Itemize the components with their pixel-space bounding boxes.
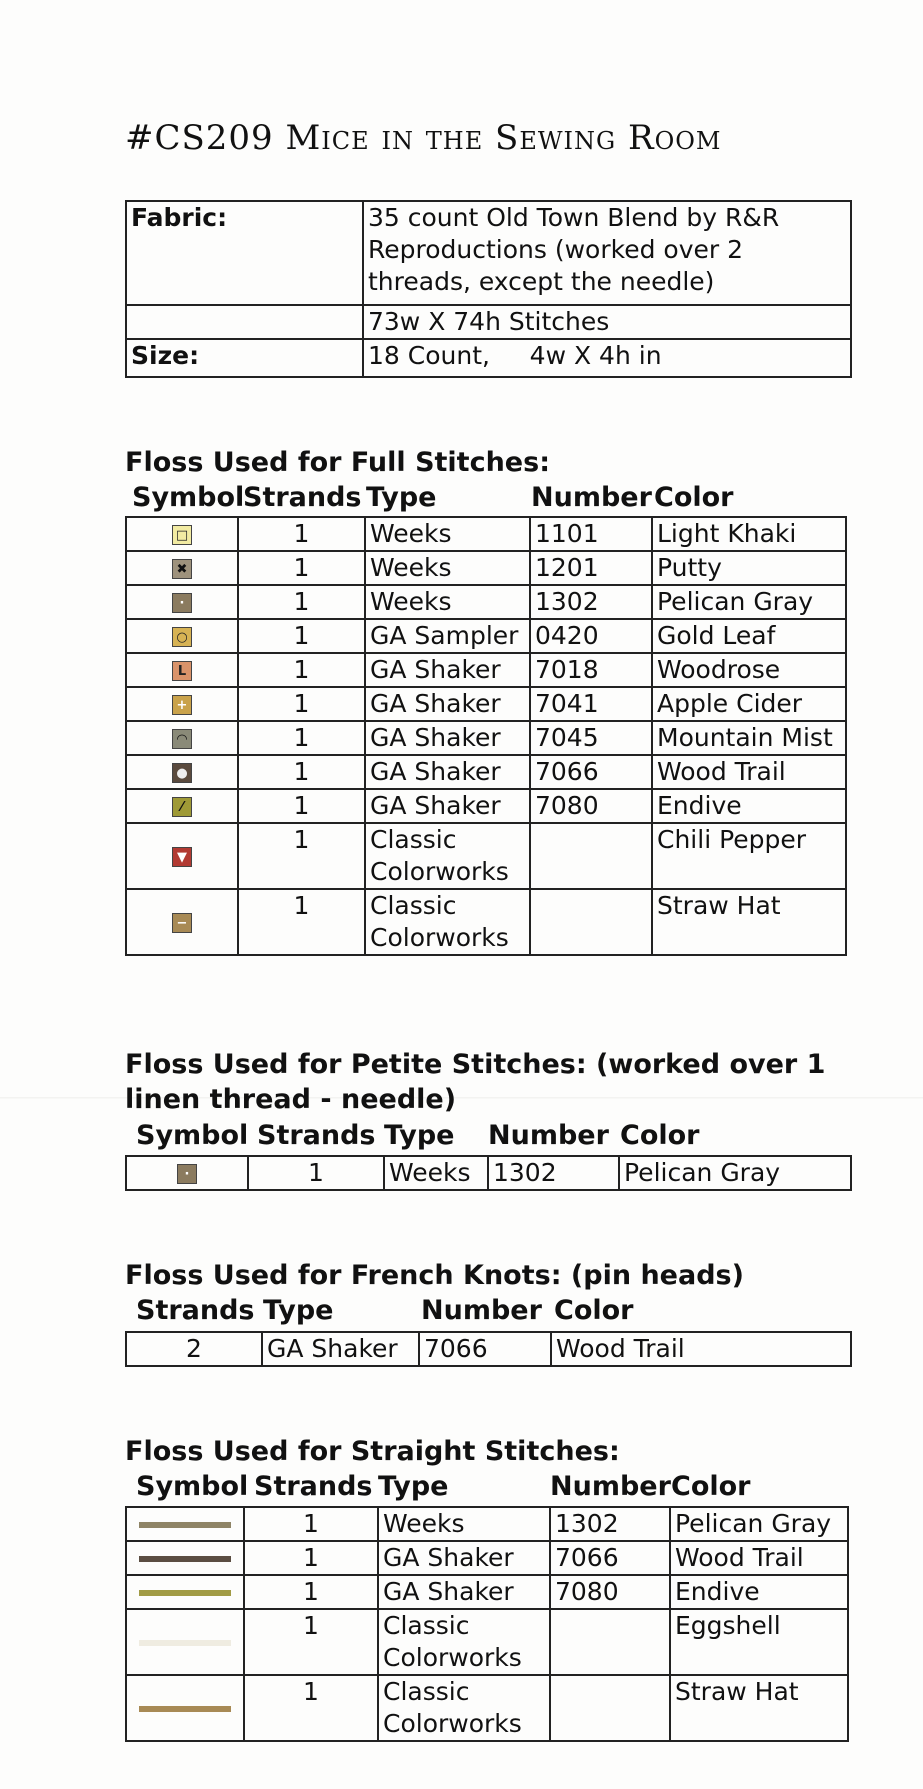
strands-cell: 1 bbox=[238, 789, 365, 823]
color-cell: Putty bbox=[652, 551, 846, 585]
dot-symbol-icon bbox=[172, 593, 192, 613]
symbol-cell bbox=[126, 823, 238, 889]
symbol-glyph: − bbox=[176, 915, 188, 931]
type-cell: Classic Colorworks bbox=[378, 1609, 550, 1675]
x-symbol-icon bbox=[172, 559, 192, 579]
straight-col-strands: Strands bbox=[254, 1471, 373, 1502]
number-cell: 7080 bbox=[550, 1575, 670, 1609]
table-row bbox=[126, 1332, 851, 1366]
type-cell: GA Shaker bbox=[378, 1575, 550, 1609]
table-row bbox=[126, 1675, 848, 1741]
full-col-number: Number bbox=[531, 482, 652, 513]
type-cell: Weeks bbox=[365, 585, 530, 619]
line-symbol-icon bbox=[139, 1640, 231, 1646]
type-cell: Classic Colorworks bbox=[378, 1675, 550, 1741]
number-cell bbox=[550, 1675, 670, 1741]
color-cell: Eggshell bbox=[670, 1609, 848, 1675]
table-row bbox=[126, 823, 846, 889]
fabric-info-table bbox=[125, 200, 852, 378]
petite-col-symbol: Symbol bbox=[136, 1120, 249, 1151]
type-cell: Weeks bbox=[378, 1507, 550, 1541]
table-row bbox=[126, 653, 846, 687]
color-cell: Endive bbox=[670, 1575, 848, 1609]
symbol-glyph: ▼ bbox=[177, 849, 187, 865]
strands-cell: 1 bbox=[238, 889, 365, 955]
half-circle-symbol-icon bbox=[172, 729, 192, 749]
type-cell: GA Shaker bbox=[365, 721, 530, 755]
french-col-strands: Strands bbox=[136, 1295, 255, 1326]
page-title: #CS209 Mice in the Sewing Room bbox=[125, 118, 722, 158]
number-cell: 7018 bbox=[530, 653, 652, 687]
french-col-number: Number bbox=[421, 1295, 542, 1326]
strands-cell: 1 bbox=[238, 517, 365, 551]
color-cell: Straw Hat bbox=[652, 889, 846, 955]
color-cell: Mountain Mist bbox=[652, 721, 846, 755]
dash-symbol-icon bbox=[172, 913, 192, 933]
color-cell: Chili Pepper bbox=[652, 823, 846, 889]
petite-col-strands: Strands bbox=[257, 1120, 376, 1151]
number-cell: 7066 bbox=[550, 1541, 670, 1575]
full-col-color: Color bbox=[654, 482, 734, 513]
table-row bbox=[126, 585, 846, 619]
number-cell: 0420 bbox=[530, 619, 652, 653]
straight-stitches-heading: Floss Used for Straight Stitches: bbox=[125, 1436, 620, 1467]
symbol-cell bbox=[126, 1675, 244, 1741]
number-cell: 1302 bbox=[530, 585, 652, 619]
line-symbol-icon bbox=[139, 1590, 231, 1596]
number-cell: 7066 bbox=[419, 1332, 551, 1366]
type-cell: Weeks bbox=[384, 1156, 488, 1190]
full-col-strands: Strands bbox=[243, 482, 362, 513]
triangle-down-symbol-icon bbox=[172, 847, 192, 867]
symbol-glyph: □ bbox=[175, 527, 189, 543]
petite-stitches-table bbox=[125, 1155, 852, 1191]
type-cell: Weeks bbox=[365, 551, 530, 585]
symbol-glyph: · bbox=[179, 595, 185, 611]
filled-circle-symbol-icon bbox=[172, 763, 192, 783]
number-cell: 7080 bbox=[530, 789, 652, 823]
number-cell: 1302 bbox=[488, 1156, 619, 1190]
slash-symbol-icon bbox=[172, 797, 192, 817]
symbol-cell bbox=[126, 585, 238, 619]
straight-col-type: Type bbox=[378, 1471, 449, 1502]
l-symbol-icon bbox=[172, 661, 192, 681]
full-stitches-heading: Floss Used for Full Stitches: bbox=[125, 447, 550, 478]
table-row bbox=[126, 551, 846, 585]
strands-cell: 1 bbox=[238, 721, 365, 755]
table-row bbox=[126, 517, 846, 551]
type-cell: GA Shaker bbox=[365, 789, 530, 823]
strands-cell: 1 bbox=[244, 1541, 378, 1575]
line-symbol-icon bbox=[139, 1522, 231, 1528]
symbol-cell bbox=[126, 789, 238, 823]
color-cell: Pelican Gray bbox=[619, 1156, 851, 1190]
symbol-cell bbox=[126, 1156, 248, 1190]
petite-col-type: Type bbox=[384, 1120, 455, 1151]
open-square-symbol-icon bbox=[172, 525, 192, 545]
line-symbol-icon bbox=[139, 1706, 231, 1712]
symbol-cell bbox=[126, 517, 238, 551]
number-cell: 1101 bbox=[530, 517, 652, 551]
table-row bbox=[126, 721, 846, 755]
full-stitches-table bbox=[125, 516, 847, 956]
straight-stitches-table bbox=[125, 1506, 849, 1742]
petite-stitches-heading: Floss Used for Petite Stitches: (worked over 1 bbox=[125, 1049, 826, 1080]
symbol-glyph: L bbox=[177, 663, 187, 679]
circle-symbol-icon bbox=[172, 627, 192, 647]
size-value: 18 Count, 4w X 4h in bbox=[363, 339, 851, 377]
type-cell: GA Shaker bbox=[262, 1332, 419, 1366]
color-cell: Wood Trail bbox=[652, 755, 846, 789]
symbol-cell bbox=[126, 1507, 244, 1541]
empty-cell bbox=[126, 305, 363, 339]
color-cell: Pelican Gray bbox=[670, 1507, 848, 1541]
symbol-cell bbox=[126, 1575, 244, 1609]
symbol-cell bbox=[126, 653, 238, 687]
symbol-cell bbox=[126, 721, 238, 755]
symbol-cell bbox=[126, 1541, 244, 1575]
full-col-symbol: Symbol bbox=[132, 482, 245, 513]
symbol-glyph: ● bbox=[176, 765, 188, 781]
color-cell: Wood Trail bbox=[670, 1541, 848, 1575]
symbol-cell bbox=[126, 1609, 244, 1675]
number-cell: 7045 bbox=[530, 721, 652, 755]
type-cell: Classic Colorworks bbox=[365, 889, 530, 955]
number-cell: 1201 bbox=[530, 551, 652, 585]
symbol-cell bbox=[126, 687, 238, 721]
strands-cell: 1 bbox=[238, 755, 365, 789]
number-cell: 1302 bbox=[550, 1507, 670, 1541]
table-row bbox=[126, 1507, 848, 1541]
symbol-cell bbox=[126, 889, 238, 955]
number-cell: 7041 bbox=[530, 687, 652, 721]
strands-cell: 1 bbox=[238, 687, 365, 721]
strands-cell: 1 bbox=[238, 653, 365, 687]
plus-symbol-icon bbox=[172, 695, 192, 715]
french-knots-heading: Floss Used for French Knots: (pin heads) bbox=[125, 1260, 744, 1291]
table-row bbox=[126, 1575, 848, 1609]
straight-col-color: Color bbox=[671, 1471, 751, 1502]
petite-col-number: Number bbox=[488, 1120, 609, 1151]
number-cell bbox=[530, 889, 652, 955]
symbol-cell bbox=[126, 551, 238, 585]
color-cell: Endive bbox=[652, 789, 846, 823]
french-col-type: Type bbox=[263, 1295, 334, 1326]
french-knots-table bbox=[125, 1331, 852, 1367]
color-cell: Apple Cider bbox=[652, 687, 846, 721]
straight-col-number: Number bbox=[550, 1471, 671, 1502]
color-cell: Pelican Gray bbox=[652, 585, 846, 619]
type-cell: GA Shaker bbox=[365, 687, 530, 721]
size-label: Size: bbox=[126, 339, 363, 377]
table-row bbox=[126, 755, 846, 789]
strands-cell: 1 bbox=[244, 1507, 378, 1541]
strands-cell: 1 bbox=[244, 1675, 378, 1741]
symbol-glyph: ◠ bbox=[177, 731, 187, 747]
strands-cell: 2 bbox=[126, 1332, 262, 1366]
strands-cell: 1 bbox=[238, 619, 365, 653]
color-cell: Wood Trail bbox=[551, 1332, 851, 1366]
symbol-glyph: ○ bbox=[176, 629, 188, 645]
table-row bbox=[126, 687, 846, 721]
type-cell: GA Shaker bbox=[365, 755, 530, 789]
table-row bbox=[126, 1156, 851, 1190]
symbol-glyph: ⁄ bbox=[180, 799, 184, 815]
color-cell: Straw Hat bbox=[670, 1675, 848, 1741]
number-cell bbox=[530, 823, 652, 889]
table-row bbox=[126, 1609, 848, 1675]
strands-cell: 1 bbox=[238, 551, 365, 585]
straight-col-symbol: Symbol bbox=[136, 1471, 249, 1502]
number-cell: 7066 bbox=[530, 755, 652, 789]
table-row bbox=[126, 789, 846, 823]
stitch-count-value: 73w X 74h Stitches bbox=[363, 305, 851, 339]
table-row bbox=[126, 889, 846, 955]
type-cell: Classic Colorworks bbox=[365, 823, 530, 889]
dot-symbol-icon bbox=[177, 1164, 197, 1184]
symbol-glyph: + bbox=[176, 697, 188, 713]
strands-cell: 1 bbox=[244, 1609, 378, 1675]
fabric-value: 35 count Old Town Blend by R&R Reproductions (worked over 2 threads, except the needle) bbox=[363, 201, 851, 305]
symbol-cell bbox=[126, 755, 238, 789]
fabric-label: Fabric: bbox=[126, 201, 363, 305]
strands-cell: 1 bbox=[238, 823, 365, 889]
petite-col-color: Color bbox=[620, 1120, 700, 1151]
symbol-glyph: · bbox=[184, 1166, 190, 1182]
table-row bbox=[126, 1541, 848, 1575]
type-cell: GA Shaker bbox=[378, 1541, 550, 1575]
symbol-glyph: ✖ bbox=[176, 561, 188, 577]
strands-cell: 1 bbox=[238, 585, 365, 619]
table-row bbox=[126, 619, 846, 653]
type-cell: Weeks bbox=[365, 517, 530, 551]
color-cell: Gold Leaf bbox=[652, 619, 846, 653]
strands-cell: 1 bbox=[244, 1575, 378, 1609]
color-cell: Light Khaki bbox=[652, 517, 846, 551]
type-cell: GA Shaker bbox=[365, 653, 530, 687]
type-cell: GA Sampler bbox=[365, 619, 530, 653]
number-cell bbox=[550, 1609, 670, 1675]
french-col-color: Color bbox=[554, 1295, 634, 1326]
full-col-type: Type bbox=[366, 482, 437, 513]
petite-stitches-heading-line2: linen thread - needle) bbox=[125, 1084, 457, 1115]
line-symbol-icon bbox=[139, 1556, 231, 1562]
symbol-cell bbox=[126, 619, 238, 653]
strands-cell: 1 bbox=[248, 1156, 384, 1190]
color-cell: Woodrose bbox=[652, 653, 846, 687]
